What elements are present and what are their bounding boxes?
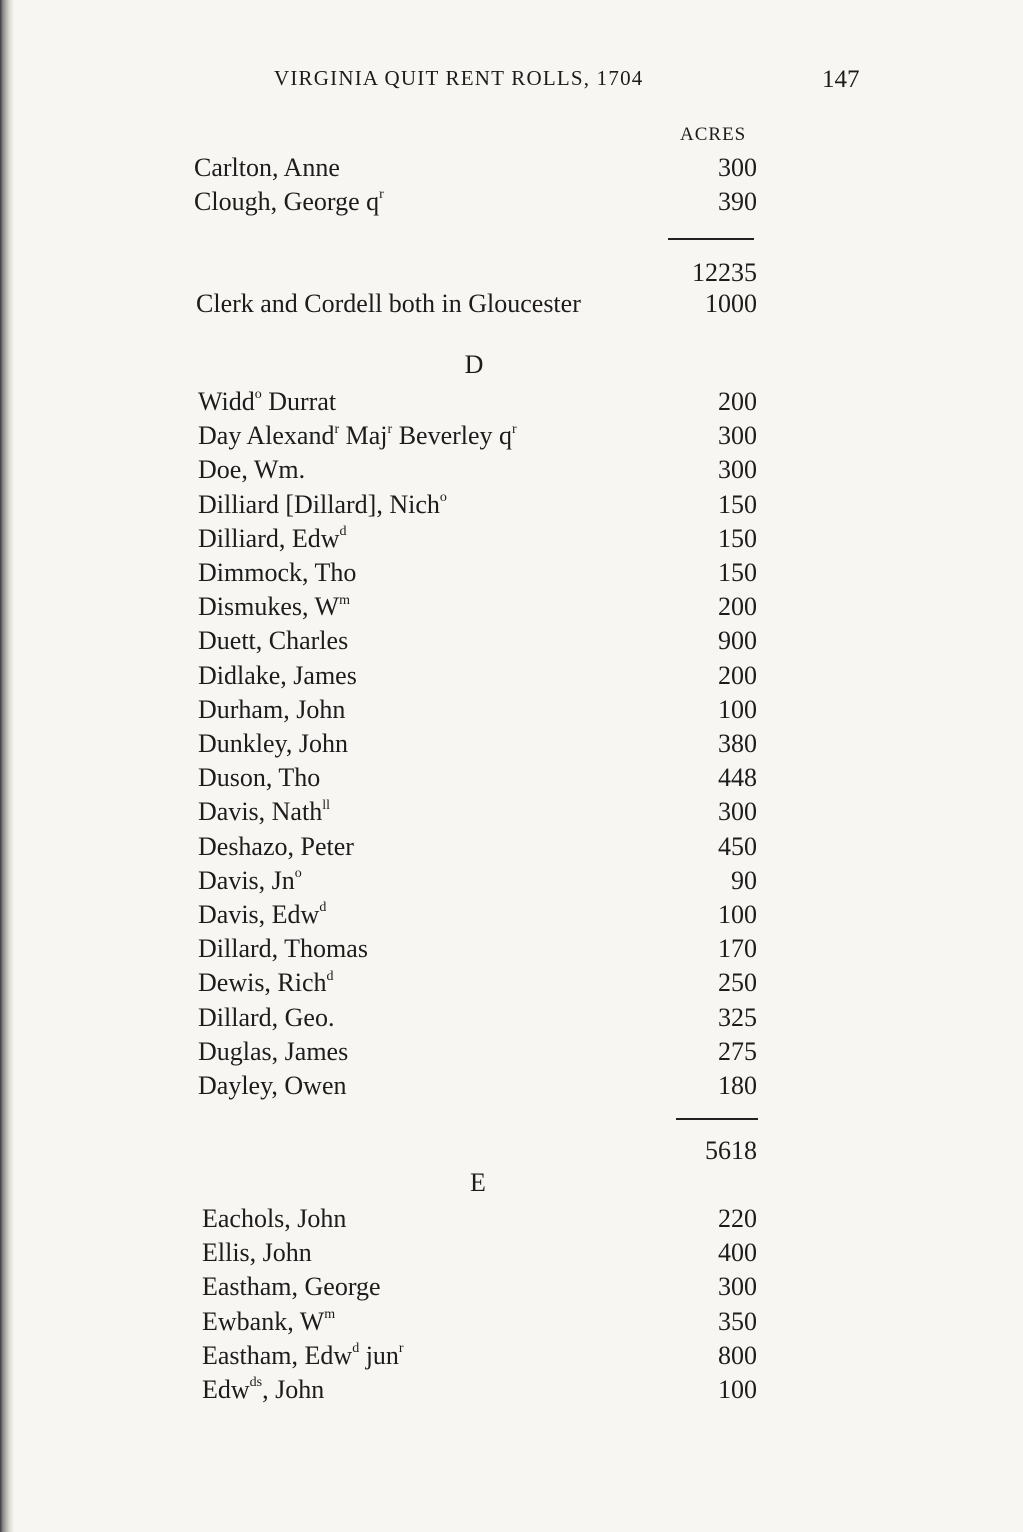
entry-acres: 300 [718,797,757,827]
entry-acres: 448 [718,763,757,793]
entry-name: Duglas, James [198,1036,349,1066]
roll-entry-row [0,185,1023,219]
roll-entry-row [0,830,1023,864]
roll-entry-row [0,385,1023,419]
entry-name: Dilliard [Dillard], Nich$^o$ [198,489,447,519]
roll-entry-row [0,419,1023,453]
superscript-abbrev: r [398,1341,404,1357]
superscript-abbrev: d [326,968,334,984]
roll-entry-row [0,761,1023,795]
page-number: 147 [822,66,860,93]
roll-entry-row [0,1305,1023,1339]
entry-acres: 300 [718,455,757,485]
roll-entry-row [0,659,1023,693]
superscript-abbrev: r [334,421,340,437]
entry-acres: 150 [718,489,757,519]
roll-entry-row [0,1069,1023,1103]
entry-acres: 1000 [705,289,757,318]
entry-name: Dewis, Rich$^d$ [198,968,334,998]
entry-acres: 380 [718,729,757,758]
superscript-abbrev: m [324,1306,336,1322]
entry-acres: 350 [718,1306,757,1336]
entry-acres: 200 [718,387,757,416]
superscript-abbrev: r [387,421,393,437]
entry-name: Widd$^o$ Durrat [198,387,337,416]
roll-entry-row [0,522,1023,556]
roll-entry-row [0,795,1023,829]
entry-acres: 450 [718,831,757,861]
entry-name: Davis, Nath$^{ll}$ [198,797,330,827]
entry-acres: 900 [718,626,757,656]
roll-entry-row [0,1373,1023,1407]
roll-entry-row [0,1035,1023,1069]
superscript-abbrev: d [352,1341,360,1357]
entry-acres: 300 [718,421,757,451]
entry-name: Dillard, Thomas [198,934,368,964]
total-rule [676,1118,758,1120]
roll-entry-row [0,488,1023,522]
superscript-abbrev: ll [322,797,330,813]
roll-entry-row [0,590,1023,624]
roll-entry-row [0,287,1023,321]
entry-name: Dunkley, John [198,729,348,758]
entry-acres: 390 [718,187,757,216]
entry-acres: 400 [718,1238,757,1268]
entry-acres: 275 [718,1036,757,1066]
entry-name: Dimmock, Tho [198,558,357,587]
roll-entry-row [0,453,1023,487]
entry-name: Edw$^{ds}$, John [202,1375,325,1404]
superscript-abbrev: ds [249,1375,263,1391]
entry-name: Ewbank, $W^m$ [202,1306,336,1336]
entry-name: Eachols, John [202,1204,347,1233]
total-rule [668,238,754,240]
entry-name: Davis, Edw$^d$ [198,900,327,929]
entry-name: Doe, Wm. [198,455,306,485]
roll-entry-row [0,1339,1023,1373]
entry-acres: 170 [718,934,757,964]
roll-entry-row [0,624,1023,658]
entry-name: Dismukes, $W^m$ [198,592,350,622]
entry-acres: 300 [718,153,757,182]
roll-entry-row [0,864,1023,898]
entry-name: Duson, Tho [198,763,321,793]
roll-entry-row [0,727,1023,761]
roll-entry-row [0,1270,1023,1304]
entry-name: Dillard, Geo. [198,1002,335,1032]
roll-entry-row [0,898,1023,932]
page-header [0,66,1023,96]
roll-entry-row [0,1202,1023,1236]
entry-name: Davis, Jn$^o$ [198,865,302,895]
entry-acres: 180 [718,1071,757,1100]
entry-name: Ellis, John [202,1238,312,1268]
entry-name: Carlton, Anne [194,153,340,182]
entry-acres: 100 [718,1375,757,1404]
running-title: VIRGINIA QUIT RENT ROLLS, 1704 [274,66,644,90]
roll-entry-row [0,1236,1023,1270]
entry-acres: 90 [731,865,757,895]
superscript-abbrev: d [319,900,327,916]
entry-name: Clough, George $q^r$ [194,187,384,216]
superscript-abbrev: r [512,421,517,437]
roll-entry-row [0,151,1023,185]
entry-acres: 100 [718,694,757,724]
acres-column-header: ACRES [680,124,747,145]
superscript-abbrev: r [379,187,384,203]
superscript-abbrev: o [439,489,447,505]
entry-name: Eastham, Edw$^d$ jun$^r$ [202,1340,404,1370]
section-total: 5618 [705,1136,757,1165]
superscript-abbrev: m [339,592,350,608]
entry-name: Didlake, James [198,660,357,690]
roll-entry-row [0,693,1023,727]
entry-name: Dayley, Owen [198,1071,347,1100]
entry-acres: 200 [718,592,757,622]
entry-acres: 220 [718,1204,757,1233]
entry-acres: 150 [718,558,757,587]
roll-entry-row [0,966,1023,1000]
section-total-row [0,1134,1023,1168]
section-total-row [0,256,1023,290]
entry-name: Dilliard, Edw$^d$ [198,523,347,553]
roll-entry-row [0,1001,1023,1035]
superscript-abbrev: o [254,387,262,403]
section-letter-heading: E [470,1168,486,1197]
entry-name: Eastham, George [202,1272,381,1302]
entry-acres: 300 [718,1272,757,1302]
entry-acres: 100 [718,900,757,929]
entry-name: Clerk and Cordell both in Gloucester [196,289,581,318]
superscript-abbrev: o [294,866,302,882]
entry-acres: 325 [718,1002,757,1032]
entry-name: Durham, John [198,694,346,724]
entry-name: Deshazo, Peter [198,831,354,861]
superscript-abbrev: d [339,524,347,540]
roll-entry-row [0,556,1023,590]
entry-name: Duett, Charles [198,626,349,656]
entry-acres: 250 [718,968,757,998]
roll-entry-row [0,932,1023,966]
entry-name: Day Alexand$^r$ Maj$^r$ Beverley $q^r$ [198,421,517,451]
entry-acres: 150 [718,523,757,553]
entry-acres: 200 [718,660,757,690]
section-total: 12235 [692,258,757,287]
entry-acres: 800 [718,1340,757,1370]
section-letter-heading: D [464,350,484,379]
